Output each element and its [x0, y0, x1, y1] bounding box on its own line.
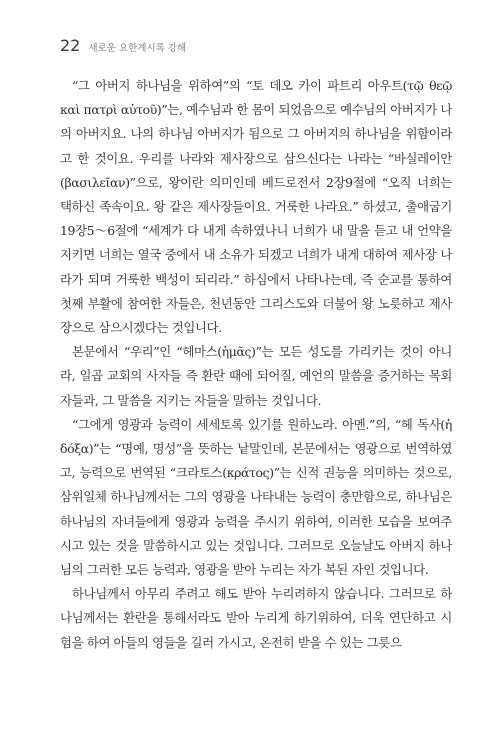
- page-number: 22: [60, 36, 81, 55]
- paragraph-1: “그 아버지 하나님을 위하여”의 “토 데오 카이 파트리 아우트(τῷ θεῷ καὶ πατρὶ αὐτοῦ)”는, 예수님과 한 몸이 되었음으로 예수님의 아버지가 나의 아버지요. 나의 하나님 아버지가 됨으로 그 아버지의 하나님을 위함이라고 한 것이요. 우리를 나라와 제사장으로 삼으신다는 나라는 “바실레이안(βασιλεῖαν)”으로, 왕이란 의미인데 베드로전서 2장9절에 “오직 너희는 택하신 족속이요. 왕 같은 제사장들이요. 거룩한 나라요.” 하셨고, 출애굽기 19장5～6절에 “세계가 다 내게 속하였나니 너희가 내 말을 듣고 내 언약을 지키면 너희는 열국 중에서 내 소유가 되겠고 너희가 내게 대하여 제사장 나라가 되며 거룩한 백성이 되리라.” 하심에서 나타나는데, 즉 순교를 통하여 첫째 부활에 참여한 자들은, 천년동안 그리스도와 더불어 왕 노릇하고 제사장으로 삼으시겠다는 것입니다.: [60, 78, 452, 336]
- page-header: [60, 36, 186, 55]
- body-text: [60, 74, 452, 655]
- paragraph-4: 하나님께서 아무리 주려고 해도 받아 누리려하지 않습니다. 그러므로 하나님께서는 환란을 통해서라도 받아 누리게 하기위하여, 더욱 연단하고 시험을 하여 아들의 영들을 길러 가시고, 온전히 받을 수 있는 그릇으: [60, 586, 452, 650]
- paragraph-3: “그에게 영광과 능력이 세세토록 있기를 원하노라. 아멘.”의, “헤 독사(ἡ δόξα)”는 “명예, 명성”을 뜻하는 낱말인데, 본문에서는 영광으로 번역하였고, 능력으로 번역된 “크라토스(κράτος)”는 신적 권능을 의미하는 것으로, 삼위일체 하나님께서는 그의 영광을 나타내는 능력이 충만함으로, 하나님은 하나님의 자녀들에게 영광과 능력을 주시기 위하여, 이러한 모습을 보여주시고 있는 것을 말씀하시고 있는 것입니다. 그러므로 오늘날도 아버지 하나님의 그러한 모든 능력과, 영광을 받아 누리는 자가 복된 자인 것입니다.: [60, 416, 452, 578]
- paragraph-2: 본문에서 “우리”인 “헤마스(ἡμᾶς)”는 모든 성도를 가리키는 것이 아니라, 일곱 교회의 사자들 즉 환란 때에 되어질, 예언의 말씀을 증거하는 목회자들과, 그 말씀을 지키는 자들을 말하는 것입니다.: [60, 344, 452, 408]
- running-title: 새로운 요한계시록 강해: [88, 43, 187, 54]
